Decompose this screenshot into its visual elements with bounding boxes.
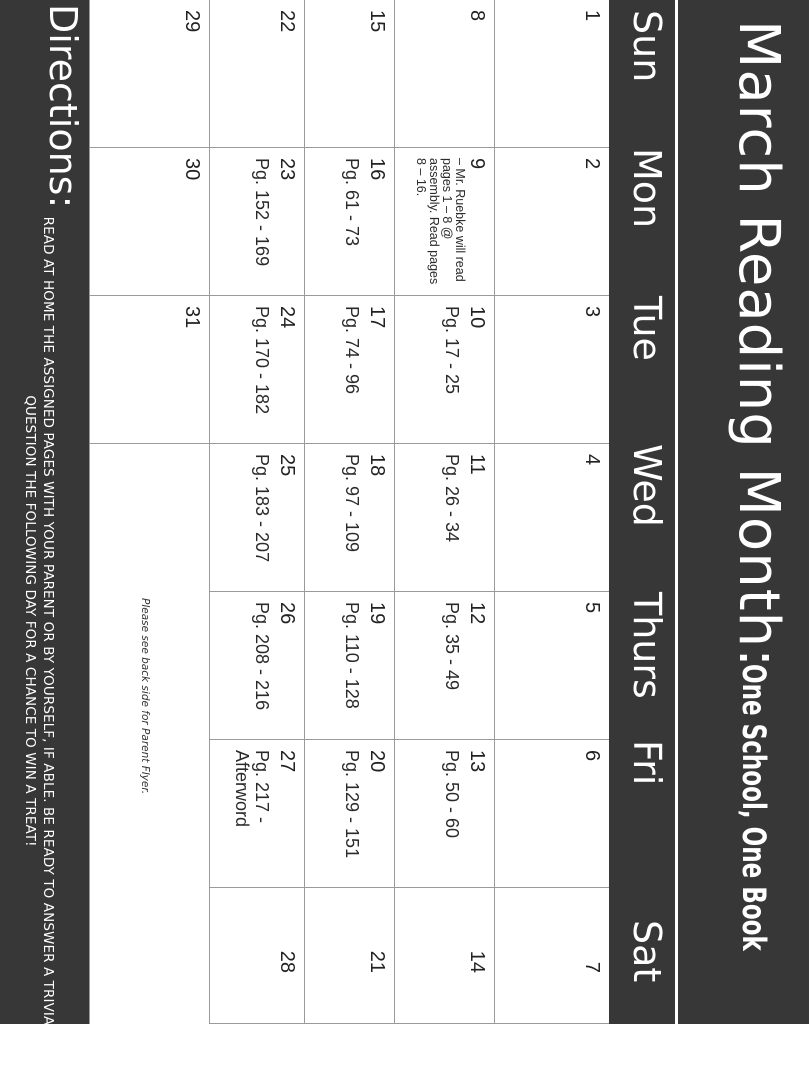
day-number: 11	[466, 454, 488, 475]
day-number: 21	[366, 950, 388, 973]
day-number: 1	[581, 10, 603, 22]
day-cell	[304, 888, 394, 1024]
day-mon: Mon	[625, 148, 669, 229]
reading-assignment: Pg. 183 - 207	[252, 454, 272, 563]
day-cell	[394, 148, 494, 296]
parent-flyer-note: Please see back side for Parent Flyer.	[139, 598, 151, 795]
day-cell	[304, 444, 394, 592]
reading-assignment: – Mr. Ruebke will read pages 1 – 8 @ assembly. Read pages 8 – 16.	[414, 158, 467, 285]
day-cell	[209, 888, 304, 1024]
weekday-header	[609, 0, 675, 1024]
day-number: 8	[466, 10, 488, 22]
day-wed: Wed	[625, 444, 669, 527]
day-number: 23	[276, 158, 298, 181]
day-number: 31	[181, 306, 203, 329]
day-fri: Fri	[625, 740, 669, 786]
day-number: 15	[366, 10, 388, 33]
day-cell	[494, 888, 609, 1024]
day-number: 10	[466, 306, 488, 329]
day-cell	[304, 296, 394, 444]
day-number: 27	[276, 750, 298, 773]
directions-bar	[0, 0, 89, 1024]
reading-assignment: Pg. 170 - 182	[252, 306, 272, 415]
day-cell	[209, 740, 304, 888]
day-sat: Sat	[625, 920, 669, 983]
day-number: 14	[466, 950, 488, 973]
directions-label: Directions:	[41, 4, 85, 209]
day-cell	[494, 296, 609, 444]
day-cell	[209, 592, 304, 740]
day-cell	[304, 0, 394, 148]
reading-assignment: Pg. 26 - 34	[442, 454, 462, 543]
reading-assignment: Pg. 74 - 96	[342, 306, 362, 395]
day-number: 12	[466, 602, 488, 625]
reading-assignment: Pg. 217 - Afterword	[232, 750, 272, 828]
reading-assignment: Pg. 17 - 25	[442, 306, 462, 395]
note-cell	[89, 444, 209, 1024]
day-cell	[494, 444, 609, 592]
reading-assignment: Pg. 35 - 49	[442, 602, 462, 691]
reading-assignment: Pg. 152 - 169	[252, 158, 272, 267]
directions-text: READ AT HOME THE ASSIGNED PAGES WITH YOUR PARENT OR BY YOURSELF, IF ABLE. BE READY TO ANSWER A TRIVIA QUESTION THE FOLLOWING DAY FOR A CHANCE TO WIN A TREAT!	[22, 216, 56, 1026]
day-number: 30	[181, 158, 203, 181]
day-sun: Sun	[625, 10, 669, 83]
day-cell	[89, 0, 209, 148]
day-cell	[304, 740, 394, 888]
reading-assignment: Pg. 110 - 128	[342, 602, 362, 709]
reading-assignment: Pg. 61 - 73	[342, 158, 362, 247]
reading-assignment: Pg. 208 - 216	[252, 602, 272, 711]
day-number: 4	[581, 454, 603, 466]
title-bar	[675, 0, 809, 1024]
page-title: March Reading Month:	[726, 20, 791, 669]
day-number: 24	[276, 306, 298, 329]
day-number: 20	[366, 750, 388, 773]
day-number: 22	[276, 10, 298, 33]
day-cell	[494, 148, 609, 296]
day-thurs: Thurs	[625, 592, 669, 699]
day-cell	[89, 148, 209, 296]
day-number: 3	[581, 306, 603, 318]
day-cell	[209, 444, 304, 592]
calendar-grid	[89, 0, 609, 1024]
reading-assignment: Pg. 129 - 151	[342, 750, 362, 859]
day-number: 7	[581, 961, 603, 973]
day-number: 28	[276, 950, 298, 973]
day-cell	[304, 592, 394, 740]
day-number: 18	[366, 454, 388, 477]
day-cell	[209, 0, 304, 148]
day-cell	[394, 444, 494, 592]
reading-assignment: Pg. 50 - 60	[442, 750, 462, 839]
reading-assignment: Pg. 97 - 109	[342, 454, 362, 553]
day-number: 5	[581, 602, 603, 614]
day-cell	[494, 740, 609, 888]
day-cell	[394, 0, 494, 148]
day-number: 16	[366, 158, 388, 181]
day-number: 17	[366, 306, 388, 329]
day-cell	[494, 0, 609, 148]
day-number: 26	[276, 602, 298, 625]
book-subtitle: One School, One Book	[735, 664, 773, 951]
day-cell	[394, 296, 494, 444]
day-number: 19	[366, 602, 388, 625]
day-tue: Tue	[625, 296, 669, 361]
day-cell	[209, 148, 304, 296]
day-number: 9	[466, 158, 488, 170]
day-cell	[394, 740, 494, 888]
day-number: 2	[581, 158, 603, 170]
day-number: 6	[581, 750, 603, 762]
day-cell	[394, 888, 494, 1024]
day-number: 29	[181, 10, 203, 33]
day-number: 25	[276, 454, 298, 477]
day-cell	[209, 296, 304, 444]
day-number: 13	[466, 750, 488, 773]
day-cell	[494, 592, 609, 740]
day-cell	[394, 592, 494, 740]
day-cell	[89, 296, 209, 444]
day-cell	[304, 148, 394, 296]
